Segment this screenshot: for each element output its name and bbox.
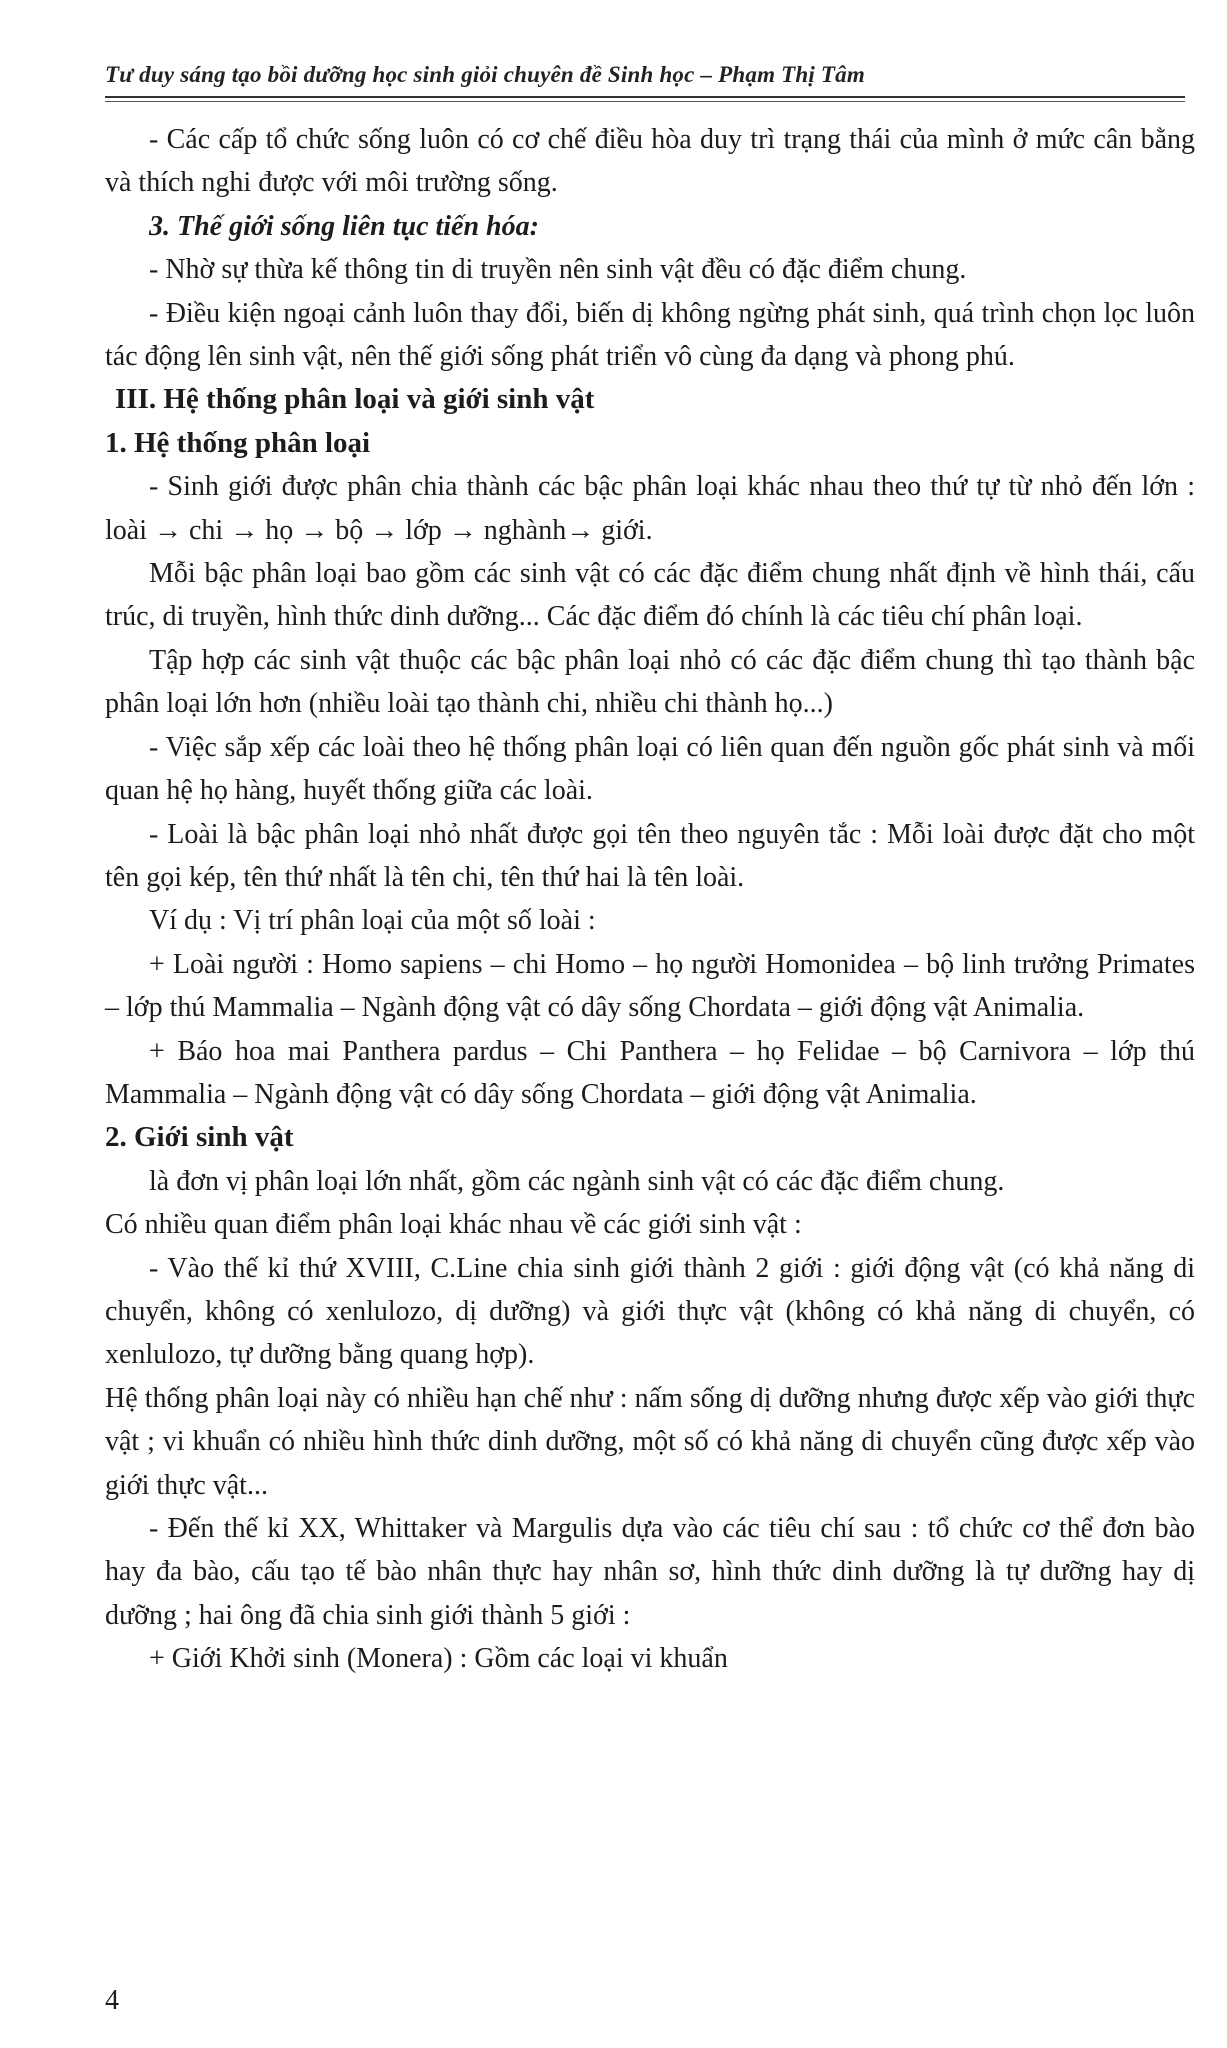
paragraph: - Điều kiện ngoại cảnh luôn thay đổi, biến dị không ngừng phát sinh, quá trình chọn lọc luôn tác động lên sinh vật, nên thế giới sống phát triển vô cùng đa dạng và phong phú. [105, 297, 1195, 373]
paragraph: + Giới Khởi sinh (Monera) : Gồm các loại vi khuẩn [149, 1643, 728, 1675]
running-header: Tư duy sáng tạo bồi dưỡng học sinh giỏi chuyên đề Sinh học – Phạm Thị Tâm [105, 62, 865, 87]
subsection-heading-1: 1. Hệ thống phân loại [105, 426, 371, 459]
header-rule-thin [105, 101, 1185, 102]
paragraph: là đơn vị phân loại lớn nhất, gồm các ngành sinh vật có các đặc điểm chung. [149, 1165, 1005, 1197]
paragraph: Hệ thống phân loại này có nhiều hạn chế như : nấm sống dị dưỡng nhưng được xếp vào giới thực vật ; vi khuẩn có nhiều hình thức dinh dưỡng, một số có khả năng di chuyển cũng được xếp vào giới thực vật... [105, 1382, 1195, 1501]
paragraph: - Các cấp tổ chức sống luôn có cơ chế điều hòa duy trì trạng thái của mình ở mức cân bằng và thích nghi được với môi trường sống. [105, 124, 1195, 199]
paragraph: - Sinh giới được phân chia thành các bậc phân loại khác nhau theo thứ tự từ nhỏ đến lớn : loài → chi → họ → bộ → lớp → nghành→ giới. [105, 471, 1195, 546]
paragraph: + Loài người : Homo sapiens – chi Homo – họ người Homonidea – bộ linh trưởng Primates – lớp thú Mammalia – Ngành động vật có dây sống Chordata – giới động vật Animalia. [105, 948, 1195, 1024]
subsection-heading-2: 2. Giới sinh vật [105, 1121, 294, 1154]
paragraph: Mỗi bậc phân loại bao gồm các sinh vật có các đặc điểm chung nhất định về hình thái, cấu trúc, di truyền, hình thức dinh dưỡng... Các đặc điểm đó chính là các tiêu chí phân loại. [105, 558, 1195, 633]
section-heading-3: 3. Thế giới sống liên tục tiến hóa: [149, 210, 539, 242]
paragraph: Tập hợp các sinh vật thuộc các bậc phân loại nhỏ có các đặc điểm chung thì tạo thành bậc phân loại lớn hơn (nhiều loài tạo thành chi, nhiều chi thành họ...) [105, 644, 1195, 720]
paragraph: Có nhiều quan điểm phân loại khác nhau về các giới sinh vật : [105, 1209, 802, 1241]
paragraph: - Đến thế kỉ XX, Whittaker và Margulis dựa vào các tiêu chí sau : tổ chức cơ thể đơn bào hay đa bào, cấu tạo tế bào nhân thực hay nhân sơ, hình thức dinh dưỡng là tự dưỡng hay dị dưỡng ; hai ông đã chia sinh giới thành 5 giới : [105, 1513, 1195, 1631]
page-number: 4 [105, 1985, 119, 2016]
page-body [105, 118, 1195, 1681]
paragraph: - Việc sắp xếp các loài theo hệ thống phân loại có liên quan đến nguồn gốc phát sinh và mối quan hệ họ hàng, huyết thống giữa các loài. [105, 731, 1195, 807]
header-rule [105, 96, 1185, 98]
paragraph: + Báo hoa mai Panthera pardus – Chi Panthera – họ Felidae – bộ Carnivora – lớp thú Mammalia – Ngành động vật có dây sống Chordata – giới động vật Animalia. [105, 1035, 1195, 1110]
paragraph: - Vào thế kỉ thứ XVIII, C.Line chia sinh giới thành 2 giới : giới động vật (có khả năng di chuyển, không có xenlulozo, dị dưỡng) và giới thực vật (không có khả năng di chuyển, có xenlulozo, tự dưỡng bằng quang hợp). [105, 1252, 1195, 1371]
section-heading-III: III. Hệ thống phân loại và giới sinh vật [115, 383, 595, 416]
paragraph: Ví dụ : Vị trí phân loại của một số loài : [149, 905, 596, 937]
paragraph: - Nhờ sự thừa kế thông tin di truyền nên sinh vật đều có đặc điểm chung. [149, 254, 967, 286]
paragraph: - Loài là bậc phân loại nhỏ nhất được gọi tên theo nguyên tắc : Mỗi loài được đặt cho một tên gọi kép, tên thứ nhất là tên chi, tên thứ hai là tên loài. [105, 818, 1195, 893]
